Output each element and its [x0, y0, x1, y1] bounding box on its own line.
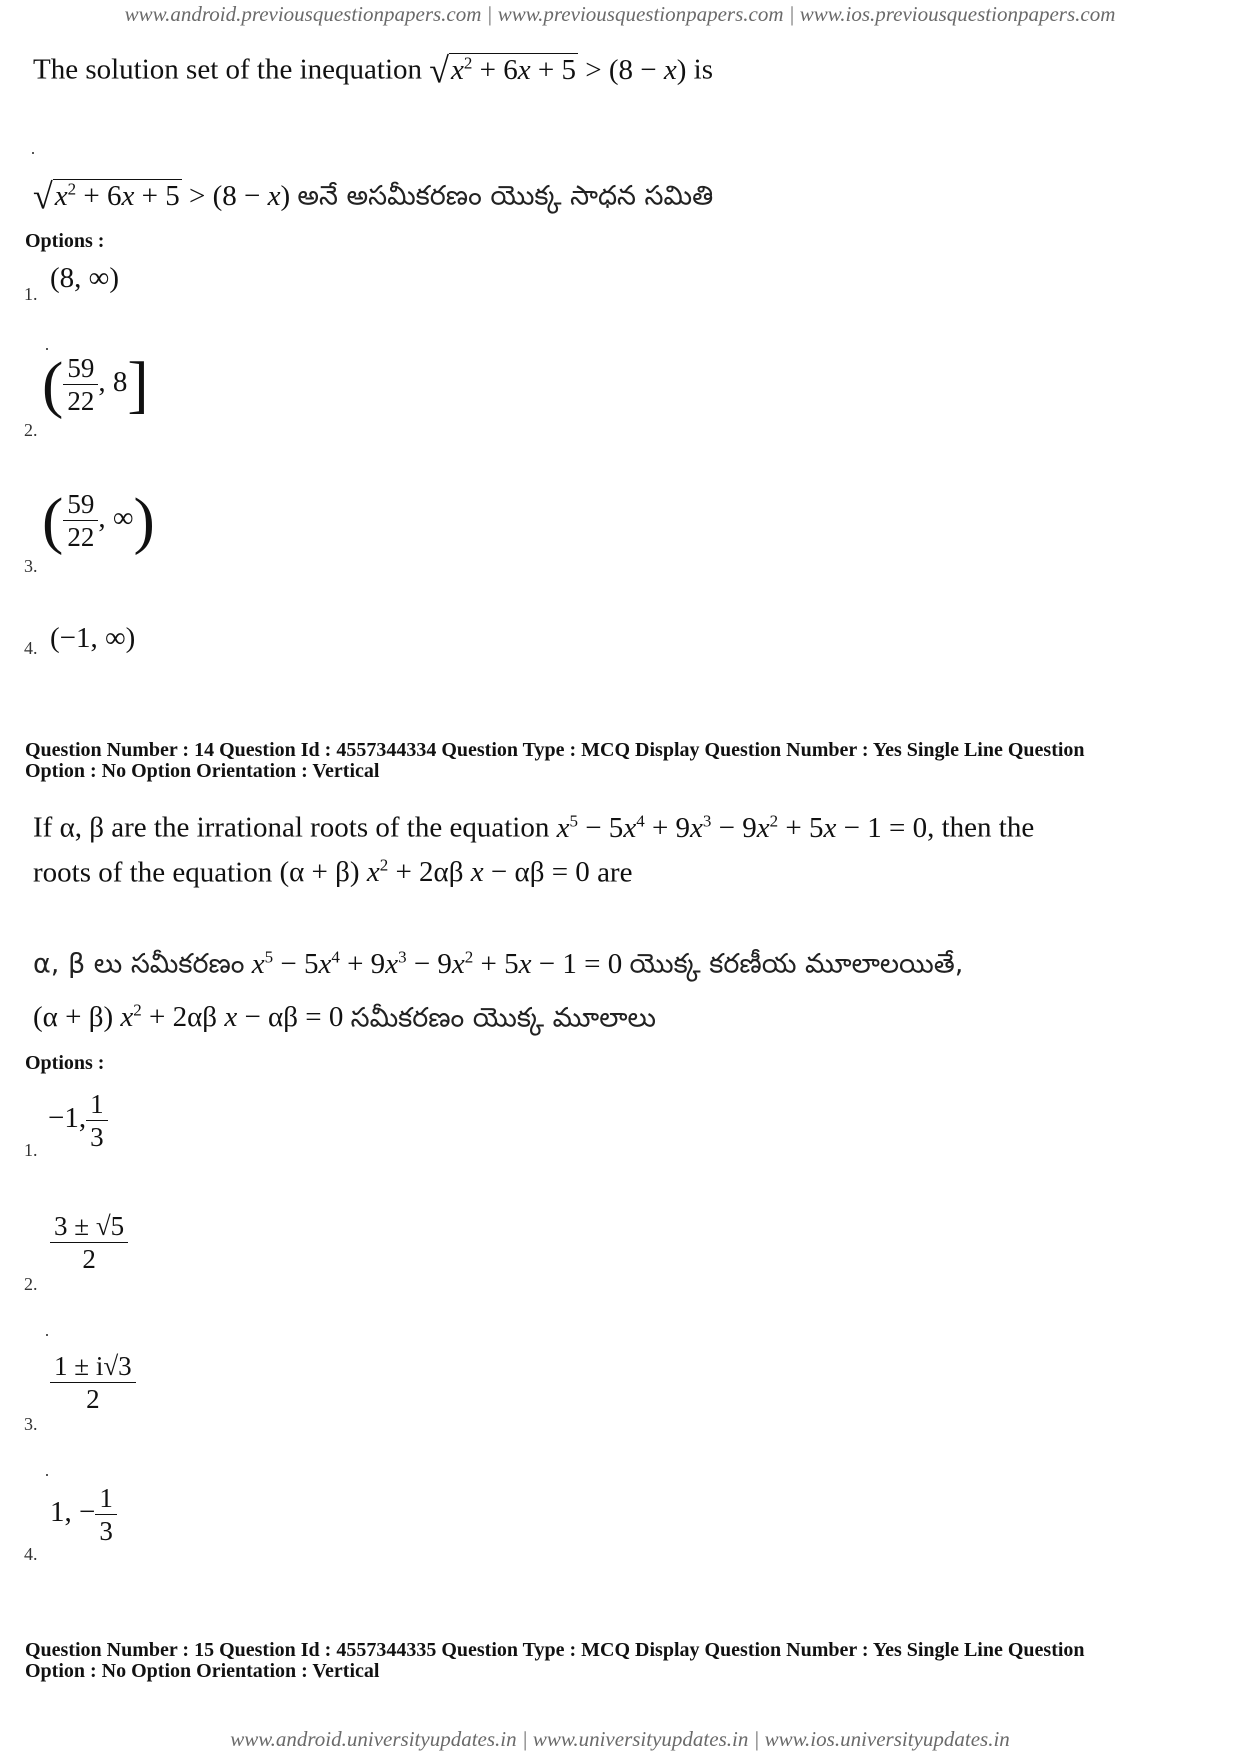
question-14-telugu-line2-suffix: సమీకరణం యొక్క మూలాలు: [350, 1002, 656, 1034]
question-13-stem-prefix: The solution set of the inequation: [33, 53, 423, 86]
option-number: 2.: [24, 420, 38, 440]
option-2-expression: ( $\frac{59}{22}$ , 8]: [42, 348, 149, 420]
fraction-numerator: 1 ± i√3: [50, 1350, 136, 1383]
option-4-text: (−1, ∞): [50, 622, 136, 654]
fraction-denominator: 22: [67, 386, 95, 416]
question-13-telugu: [33, 170, 713, 216]
option-1-text: (8, ∞): [50, 262, 119, 294]
question-14-stem-line2-suffix: are: [597, 856, 633, 889]
speck: [32, 152, 34, 154]
fraction-numerator: 1: [86, 1088, 108, 1121]
watermark-top: www.android.previousquestionpapers.com | www.previousquestionpapers.com | www.ios.previousquestionpapers.com: [124, 2, 1116, 26]
question-14-telugu-line1-suffix: యొక్క కరణీయ మూలాలయితే,: [629, 948, 964, 980]
option-number: 3.: [24, 1414, 38, 1434]
question-14-stem: [33, 802, 1034, 891]
option-2-expression: [50, 1210, 128, 1275]
option-3-rest: , ∞: [98, 502, 134, 535]
fraction-numerator: 59: [63, 488, 98, 521]
question-15-meta-line2: Option : No Option Orientation : Vertical: [25, 1660, 380, 1682]
option-number: 4.: [24, 638, 38, 658]
option-number: 3.: [24, 556, 38, 576]
question-14-stem-line1-prefix: If α, β are the irrational roots of the equation: [33, 811, 550, 844]
question-13-stem: [33, 44, 713, 90]
inequation-expression-telugu: $√x^2 + 6x + 5 > (8 - x)$: [33, 176, 298, 217]
option-number: 2.: [24, 1274, 38, 1294]
watermark-bottom: www.android.universityupdates.in | www.universityupdates.in | www.ios.universityupdates.in: [230, 1727, 1010, 1751]
option-1-prefix: −1,: [48, 1102, 87, 1135]
option-number: 4.: [24, 1544, 38, 1564]
quintic-equation: $x^5 - 5x^4 + 9x^3 - 9x^2 + 5x - 1 = 0$: [556, 811, 928, 844]
question-14-telugu-line1-prefix: α, β లు సమీకరణం: [33, 948, 245, 980]
option-4-expression: [50, 1482, 117, 1547]
fraction-denominator: 22: [67, 522, 95, 552]
question-15-meta-line1: Question Number : 15 Question Id : 4557344335 Question Type : MCQ Display Question Number : Yes Single Line Question: [25, 1639, 1085, 1661]
option-3-expression: ( $\frac{59}{22}$ , ∞): [42, 484, 155, 556]
option-1-expression: [48, 1088, 108, 1153]
question-15-meta: [25, 1640, 1085, 1682]
question-14-stem-line1-suffix: , then the: [927, 811, 1035, 844]
option-3-expression: [50, 1350, 136, 1415]
question-14-stem-line2-prefix: roots of the equation: [33, 856, 273, 889]
option-number: 1.: [24, 1140, 38, 1160]
fraction-denominator: 2: [86, 1384, 100, 1414]
options-label-q14: Options :: [25, 1052, 105, 1074]
fraction-numerator: 1: [95, 1482, 117, 1515]
question-14-meta-line2: Option : No Option Orientation : Vertical: [25, 760, 380, 782]
speck: [46, 1474, 48, 1476]
question-13-stem-suffix: is: [693, 53, 714, 86]
option-4-prefix: 1, −: [50, 1496, 96, 1529]
fraction-denominator: 3: [99, 1516, 113, 1546]
fraction-numerator: 3 ± √5: [50, 1210, 128, 1243]
question-14-meta: [25, 740, 1085, 782]
fraction-numerator: 59: [63, 352, 98, 385]
quadratic-equation-telugu: (α + β) $x^2 + 2\alpha\beta$ x − αβ = 0: [33, 1000, 344, 1034]
speck: [46, 1334, 48, 1336]
option-number: 1.: [24, 284, 38, 304]
quadratic-equation: (α + β) $x^2 + 2\alpha\beta$ x − αβ = 0: [279, 855, 590, 889]
options-label-q13: Options :: [25, 230, 105, 252]
question-13-telugu-text: అనే అసమీకరణం యొక్క సాధన సమితి: [297, 180, 714, 212]
fraction-denominator: 2: [82, 1244, 96, 1274]
fraction-denominator: 3: [90, 1122, 104, 1152]
inequation-expression: $√x^2 + 6x + 5 > (8 - x)$: [429, 50, 694, 91]
question-14-telugu: [33, 938, 963, 1037]
question-14-meta-line1: Question Number : 14 Question Id : 4557344334 Question Type : MCQ Display Question Number : Yes Single Line Question: [25, 739, 1085, 761]
quintic-equation-telugu: $x^5 - 5x^4 + 9x^3 - 9x^2 + 5x - 1 = 0$: [251, 947, 623, 980]
option-2-rest: , 8: [98, 366, 128, 399]
